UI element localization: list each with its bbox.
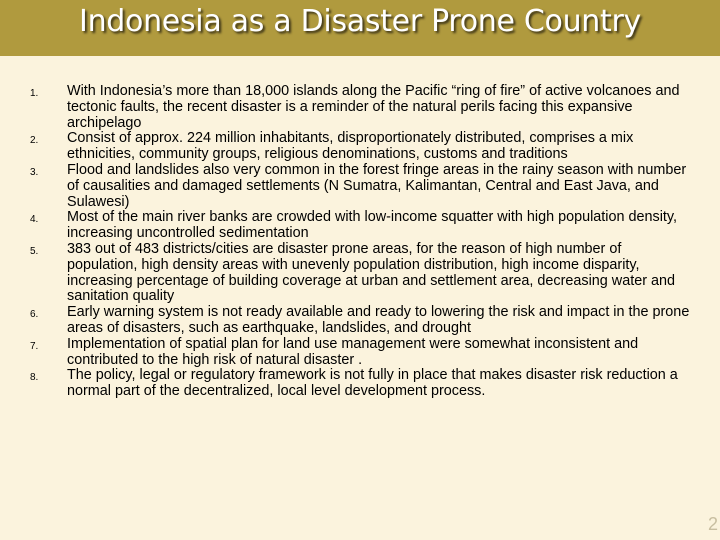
item-number: 7. [30,340,39,352]
item-text: Early warning system is not ready available and ready to lowering the risk and impact in the prone areas of disasters, such as earthquake, landslides, and drought [67,304,690,336]
item-text: 383 out of 483 districts/cities are disaster prone areas, for the reason of high number of population, high density areas with unevenly population distribution, high income disparity, increasing percentage of building coverage at urban and settlement area, decreasing water and sanitation quality [67,240,675,305]
slide-title: Indonesia as a Disaster Prone Country [79,4,641,39]
list-item [0,84,720,131]
item-number: 2. [30,135,39,147]
list-item [0,210,720,242]
item-text: Consist of approx. 224 million inhabitants, disproportionately distributed, comprises a mix ethnicities, community groups, religious denominations, customs and traditions [67,130,634,163]
numbered-list [0,84,720,400]
item-text: Implementation of spatial plan for land use management were somewhat inconsistent and contributed to the high risk of natural disaster . [67,335,639,368]
item-number: 3. [30,166,39,178]
item-text: With Indonesia’s more than 18,000 islands along the Pacific “ring of fire” of active volcanoes and tectonic faults, the recent disaster is a reminder of the natural perils facing this expansive archipelago [67,83,680,131]
list-item [0,163,720,210]
list-item [0,131,720,163]
item-number: 6. [30,309,39,321]
item-number: 1. [30,88,39,99]
item-text: Flood and landslides also very common in the forest fringe areas in the rainy season with number of causalities and damaged settlements (N Sumatra, Kalimantan, Central and East Java, and Sulawesi) [67,161,687,210]
list-item [0,368,720,400]
page-number: 2 [707,514,718,534]
item-number: 8. [30,372,39,384]
item-text: The policy, legal or regulatory framework is not fully in place that makes disaster risk reduction a normal part of the decentralized, local level development process. [67,367,678,400]
item-text: Most of the main river banks are crowded with low-income squatter with high population density, increasing uncontrolled sedimentation [67,209,678,242]
item-number: 4. [30,214,39,226]
list-item [0,337,720,369]
item-number: 5. [30,245,39,257]
list-item [0,242,720,305]
list-item [0,305,720,337]
